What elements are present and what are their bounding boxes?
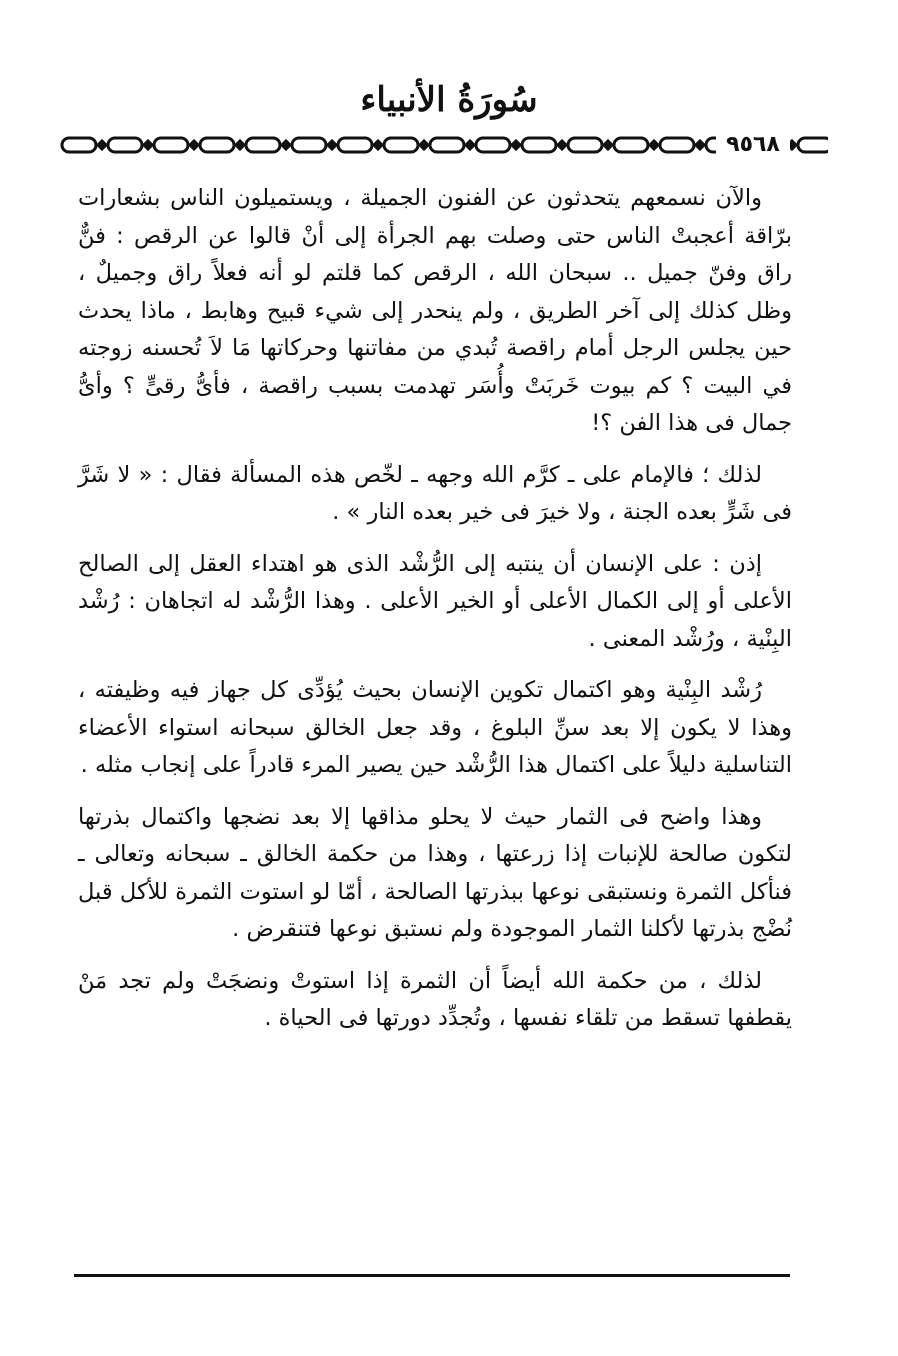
ornamental-border <box>58 134 828 156</box>
chain-diamond <box>374 141 382 149</box>
paragraph: لذلك ، من حكمة الله أيضاً أن الثمرة إذا استوتْ ونضجَتْ ولم تجد مَنْ يقطفها تسقط من تلقاء نفسها ، وتُجدِّد دورتها فى الحياة . <box>78 967 792 1031</box>
chain-diamond <box>236 141 244 149</box>
chain-link <box>292 138 326 152</box>
chain-link <box>338 138 372 152</box>
chain-diamond <box>604 141 612 149</box>
chain-diamond <box>558 141 566 149</box>
page-text <box>78 180 792 1038</box>
paragraph: وهذا واضح فى الثمار حيث لا يحلو مذاقها إلا بعد نضجها واكتمال بذرتها لتكون صالحة للإنبات إذا زرعتها ، وهذا من حكمة الخالق ـ سبحانه وتعالى ـ فنأكل الثمرة ونستبقى نوعها ببذرتها الصالحة ، أمّا لو استوت الثمرة للأكل قبل نُضْج بذرتها لأكلنا الثمار الموجودة ولم نستبق نوعها فتنقرض . <box>78 803 792 942</box>
chain-link <box>522 138 556 152</box>
surah-title: سُورَةُ الأنبياء <box>360 80 538 120</box>
chain-link <box>660 138 694 152</box>
chain-diamond <box>190 141 198 149</box>
chain-link <box>154 138 188 152</box>
chain-link <box>430 138 464 152</box>
chain-diamond <box>696 141 704 149</box>
page-number: ٩٥٦٨ <box>716 132 790 158</box>
chain-diamond <box>466 141 474 149</box>
paragraph: لذلك ؛ فالإمام على ـ كرَّم الله وجهه ـ لخّص هذه المسألة فقال : « لا شَرَّ فى شَرٍّ بعده الجنة ، ولا خيرَ فى خير بعده النار » . <box>78 461 792 525</box>
chain-link <box>62 138 96 152</box>
chain-link <box>476 138 510 152</box>
chain-link <box>384 138 418 152</box>
chain-link <box>200 138 234 152</box>
chain-diamond <box>98 141 106 149</box>
chain-link <box>246 138 280 152</box>
chain-link <box>614 138 648 152</box>
paragraph: رُشْد البِنْية وهو اكتمال تكوين الإنسان بحيث يُؤدِّى كل جهاز فيه وظيفته ، وهذا لا يكون إلا بعد سنِّ البلوغ ، وقد جعل الخالق سبحانه استواء الأعضاء التناسلية دليلاً على اكتمال هذا الرُّشْد حين يصير المرء قادراً على إنجاب مثله . <box>78 677 792 778</box>
paragraph: إذن : على الإنسان أن ينتبه إلى الرُّشْد الذى هو اهتداء العقل إلى الصالح الأعلى أو إلى الكمال الأعلى أو الخير الأعلى . وهذا الرُّشْد له اتجاهان : رُشْد البِنْية ، ورُشْد المعنى . <box>78 550 792 652</box>
footer-rule <box>74 1274 790 1277</box>
chain-link <box>798 138 828 152</box>
chain-link <box>568 138 602 152</box>
chain-diamond <box>512 141 520 149</box>
chain-link <box>108 138 142 152</box>
chain-diamond <box>420 141 428 149</box>
chain-diamond <box>328 141 336 149</box>
chain-diamond <box>282 141 290 149</box>
chain-diamond <box>650 141 658 149</box>
chain-diamond <box>144 141 152 149</box>
paragraph: والآن نسمعهم يتحدثون عن الفنون الجميلة ، ويستميلون الناس بشعارات برّاقة أعجبتْ الناس حتى وصلت بهم الجرأة إلى أنْ قالوا عن الرقص : فنٌّ راق وفنّ جميل .. سبحان الله ، الرقص كما قلتم لو أنه فعلاً راق وجميلٌ ، وظل كذلك إلى آخر الطريق ، ولم ينحدر إلى شيء قبيح وهابط ، ماذا يحدث حين يجلس الرجل أمام راقصة تُبدي من مفاتنها وحركاتها مَا لاَ تُحسنه زوجته في البيت ؟ كم بيوت خَربَتْ وأُسَر تهدمت بسبب راقصة ، فأىُّ رقىٍّ ؟ وأىُّ جمال فى هذا الفن ؟! <box>78 185 792 436</box>
